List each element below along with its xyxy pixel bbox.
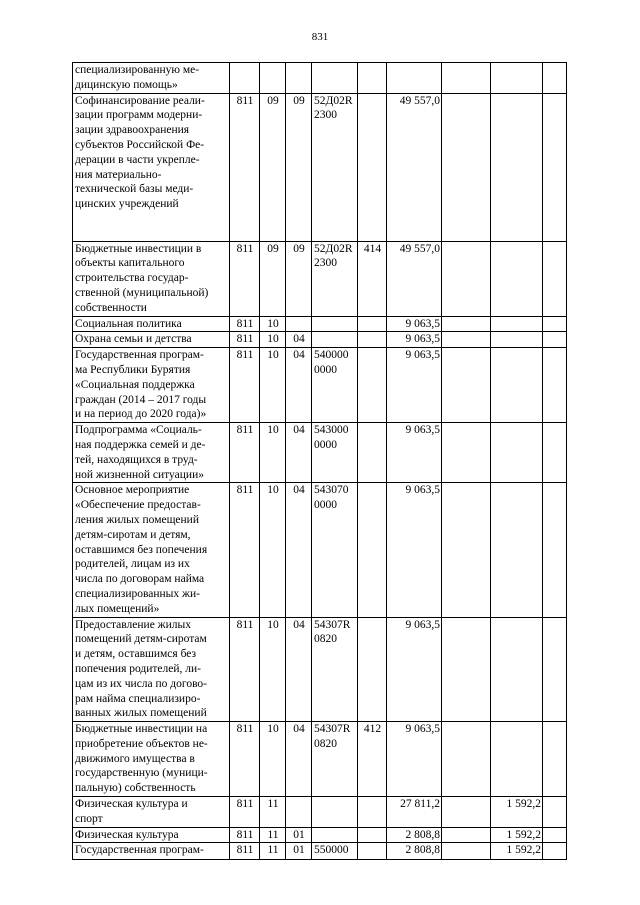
expense-type-cell bbox=[358, 797, 387, 828]
amount-cell: 9 063,5 bbox=[387, 483, 442, 617]
amount-cell: 49 557,0 bbox=[387, 93, 442, 241]
amount-cell-3 bbox=[491, 332, 543, 348]
amount-cell-3 bbox=[491, 483, 543, 617]
row-name-cell: Физическая культура bbox=[73, 827, 230, 843]
section-code-cell: 10 bbox=[260, 483, 286, 617]
ministry-code-cell: 811 bbox=[230, 348, 260, 423]
amount-cell: 9 063,5 bbox=[387, 348, 442, 423]
amount-cell-2 bbox=[442, 423, 491, 483]
subsection-code-cell: 01 bbox=[286, 827, 312, 843]
subsection-code-cell: 04 bbox=[286, 722, 312, 797]
budget-table bbox=[72, 62, 567, 860]
row-name-cell: Основное мероприятие «Обеспечение предостав- ления жилых помещений детям-сиротам и детям, оставшимся без попечения родителей, лицам из их числа по договорам найма специализированных жи- лых помещений» bbox=[73, 483, 230, 617]
amount-cell-3 bbox=[491, 423, 543, 483]
subsection-code-cell: 09 bbox=[286, 241, 312, 316]
amount-cell-2 bbox=[442, 797, 491, 828]
amount-cell-4 bbox=[543, 63, 567, 94]
table-row bbox=[73, 423, 567, 483]
amount-cell-2 bbox=[442, 348, 491, 423]
table-row bbox=[73, 241, 567, 316]
section-code-cell: 09 bbox=[260, 241, 286, 316]
expense-type-cell bbox=[358, 423, 387, 483]
expense-type-cell bbox=[358, 316, 387, 332]
expense-type-cell bbox=[358, 827, 387, 843]
page-number: 831 bbox=[311, 31, 329, 43]
ministry-code-cell: 811 bbox=[230, 316, 260, 332]
section-code-cell: 11 bbox=[260, 797, 286, 828]
table-row bbox=[73, 722, 567, 797]
amount-cell-3: 1 592,2 bbox=[491, 797, 543, 828]
amount-cell-2 bbox=[442, 843, 491, 860]
section-code-cell: 11 bbox=[260, 827, 286, 843]
amount-cell: 9 063,5 bbox=[387, 423, 442, 483]
amount-cell-2 bbox=[442, 241, 491, 316]
target-article-cell: 54307R 0820 bbox=[312, 722, 358, 797]
amount-cell: 2 808,8 bbox=[387, 827, 442, 843]
target-article-cell bbox=[312, 827, 358, 843]
amount-cell-4 bbox=[543, 93, 567, 241]
amount-cell-3 bbox=[491, 241, 543, 316]
table-row bbox=[73, 797, 567, 828]
amount-cell-4 bbox=[543, 423, 567, 483]
section-code-cell: 09 bbox=[260, 93, 286, 241]
table-row bbox=[73, 93, 567, 241]
row-name-cell: специализированную ме- дицинскую помощь» bbox=[73, 63, 230, 94]
subsection-code-cell: 04 bbox=[286, 348, 312, 423]
row-name-cell: Бюджетные инвестиции в объекты капитального строительства государ- ственной (муниципальной) собственности bbox=[73, 241, 230, 316]
ministry-code-cell: 811 bbox=[230, 617, 260, 722]
table-row bbox=[73, 483, 567, 617]
row-name-cell: Софинансирование реали- зации программ модерни- зации здравоохранения субъектов Российской Фе- дерации в части укрепле- ния материально- технической базы меди- цинских учреждений bbox=[73, 93, 230, 241]
target-article-cell: 550000 bbox=[312, 843, 358, 860]
amount-cell-2 bbox=[442, 722, 491, 797]
expense-type-cell bbox=[358, 63, 387, 94]
amount-cell-4 bbox=[543, 797, 567, 828]
amount-cell-2 bbox=[442, 617, 491, 722]
amount-cell-4 bbox=[543, 843, 567, 860]
amount-cell-3 bbox=[491, 63, 543, 94]
ministry-code-cell: 811 bbox=[230, 93, 260, 241]
row-name-cell: Подпрограмма «Социаль- ная поддержка семей и де- тей, находящихся в труд- ной жизненной ситуации» bbox=[73, 423, 230, 483]
subsection-code-cell: 01 bbox=[286, 843, 312, 860]
amount-cell: 9 063,5 bbox=[387, 332, 442, 348]
expense-type-cell bbox=[358, 332, 387, 348]
expense-type-cell: 414 bbox=[358, 241, 387, 316]
row-name-cell: Охрана семьи и детства bbox=[73, 332, 230, 348]
ministry-code-cell: 811 bbox=[230, 423, 260, 483]
amount-cell-3 bbox=[491, 617, 543, 722]
amount-cell-4 bbox=[543, 332, 567, 348]
target-article-cell: 52Д02R 2300 bbox=[312, 93, 358, 241]
expense-type-cell bbox=[358, 843, 387, 860]
amount-cell: 9 063,5 bbox=[387, 722, 442, 797]
amount-cell-2 bbox=[442, 63, 491, 94]
amount-cell-4 bbox=[543, 241, 567, 316]
amount-cell-3 bbox=[491, 316, 543, 332]
expense-type-cell bbox=[358, 93, 387, 241]
section-code-cell: 10 bbox=[260, 617, 286, 722]
target-article-cell: 54307R 0820 bbox=[312, 617, 358, 722]
section-code-cell: 10 bbox=[260, 348, 286, 423]
amount-cell-3: 1 592,2 bbox=[491, 827, 543, 843]
section-code-cell: 10 bbox=[260, 332, 286, 348]
table-row bbox=[73, 617, 567, 722]
target-article-cell bbox=[312, 797, 358, 828]
amount-cell-3 bbox=[491, 348, 543, 423]
section-code-cell: 10 bbox=[260, 316, 286, 332]
amount-cell-4 bbox=[543, 722, 567, 797]
table-row bbox=[73, 316, 567, 332]
target-article-cell bbox=[312, 316, 358, 332]
table-row bbox=[73, 843, 567, 860]
subsection-code-cell bbox=[286, 63, 312, 94]
row-name-cell: Физическая культура и спорт bbox=[73, 797, 230, 828]
table-row bbox=[73, 827, 567, 843]
subsection-code-cell: 04 bbox=[286, 332, 312, 348]
subsection-code-cell: 04 bbox=[286, 617, 312, 722]
ministry-code-cell bbox=[230, 63, 260, 94]
amount-cell: 9 063,5 bbox=[387, 316, 442, 332]
subsection-code-cell: 04 bbox=[286, 423, 312, 483]
amount-cell-3 bbox=[491, 722, 543, 797]
ministry-code-cell: 811 bbox=[230, 797, 260, 828]
row-name-cell: Предоставление жилых помещений детям-сиротам и детям, оставшимся без попечения родителей, ли- цам из их числа по догово- рам найма специализиро- ванных жилых помещений bbox=[73, 617, 230, 722]
section-code-cell: 10 bbox=[260, 423, 286, 483]
amount-cell-4 bbox=[543, 827, 567, 843]
target-article-cell: 543000 0000 bbox=[312, 423, 358, 483]
amount-cell: 9 063,5 bbox=[387, 617, 442, 722]
amount-cell-4 bbox=[543, 483, 567, 617]
amount-cell-2 bbox=[442, 827, 491, 843]
row-name-cell: Государственная програм- bbox=[73, 843, 230, 860]
table-row bbox=[73, 332, 567, 348]
amount-cell-3: 1 592,2 bbox=[491, 843, 543, 860]
amount-cell-4 bbox=[543, 316, 567, 332]
row-name-cell: Бюджетные инвестиции на приобретение объектов не- движимого имущества в государственную (муници- пальную) собственность bbox=[73, 722, 230, 797]
expense-type-cell bbox=[358, 483, 387, 617]
subsection-code-cell bbox=[286, 797, 312, 828]
target-article-cell bbox=[312, 63, 358, 94]
amount-cell-2 bbox=[442, 332, 491, 348]
amount-cell: 27 811,2 bbox=[387, 797, 442, 828]
row-name-cell: Государственная програм- ма Республики Бурятия «Социальная поддержка граждан (2014 – 2017 годы и на период до 2020 года)» bbox=[73, 348, 230, 423]
ministry-code-cell: 811 bbox=[230, 722, 260, 797]
table-row bbox=[73, 348, 567, 423]
amount-cell-3 bbox=[491, 93, 543, 241]
amount-cell-4 bbox=[543, 348, 567, 423]
subsection-code-cell: 09 bbox=[286, 93, 312, 241]
target-article-cell: 540000 0000 bbox=[312, 348, 358, 423]
ministry-code-cell: 811 bbox=[230, 843, 260, 860]
subsection-code-cell bbox=[286, 316, 312, 332]
amount-cell-2 bbox=[442, 93, 491, 241]
expense-type-cell: 412 bbox=[358, 722, 387, 797]
target-article-cell: 52Д02R 2300 bbox=[312, 241, 358, 316]
amount-cell-2 bbox=[442, 316, 491, 332]
expense-type-cell bbox=[358, 348, 387, 423]
ministry-code-cell: 811 bbox=[230, 827, 260, 843]
section-code-cell: 11 bbox=[260, 843, 286, 860]
section-code-cell bbox=[260, 63, 286, 94]
section-code-cell: 10 bbox=[260, 722, 286, 797]
ministry-code-cell: 811 bbox=[230, 241, 260, 316]
amount-cell: 49 557,0 bbox=[387, 241, 442, 316]
row-name-cell: Социальная политика bbox=[73, 316, 230, 332]
ministry-code-cell: 811 bbox=[230, 332, 260, 348]
subsection-code-cell: 04 bbox=[286, 483, 312, 617]
amount-cell bbox=[387, 63, 442, 94]
target-article-cell: 543070 0000 bbox=[312, 483, 358, 617]
target-article-cell bbox=[312, 332, 358, 348]
ministry-code-cell: 811 bbox=[230, 483, 260, 617]
expense-type-cell bbox=[358, 617, 387, 722]
amount-cell-2 bbox=[442, 483, 491, 617]
amount-cell: 2 808,8 bbox=[387, 843, 442, 860]
budget-table-body bbox=[73, 63, 567, 860]
table-row bbox=[73, 63, 567, 94]
amount-cell-4 bbox=[543, 617, 567, 722]
